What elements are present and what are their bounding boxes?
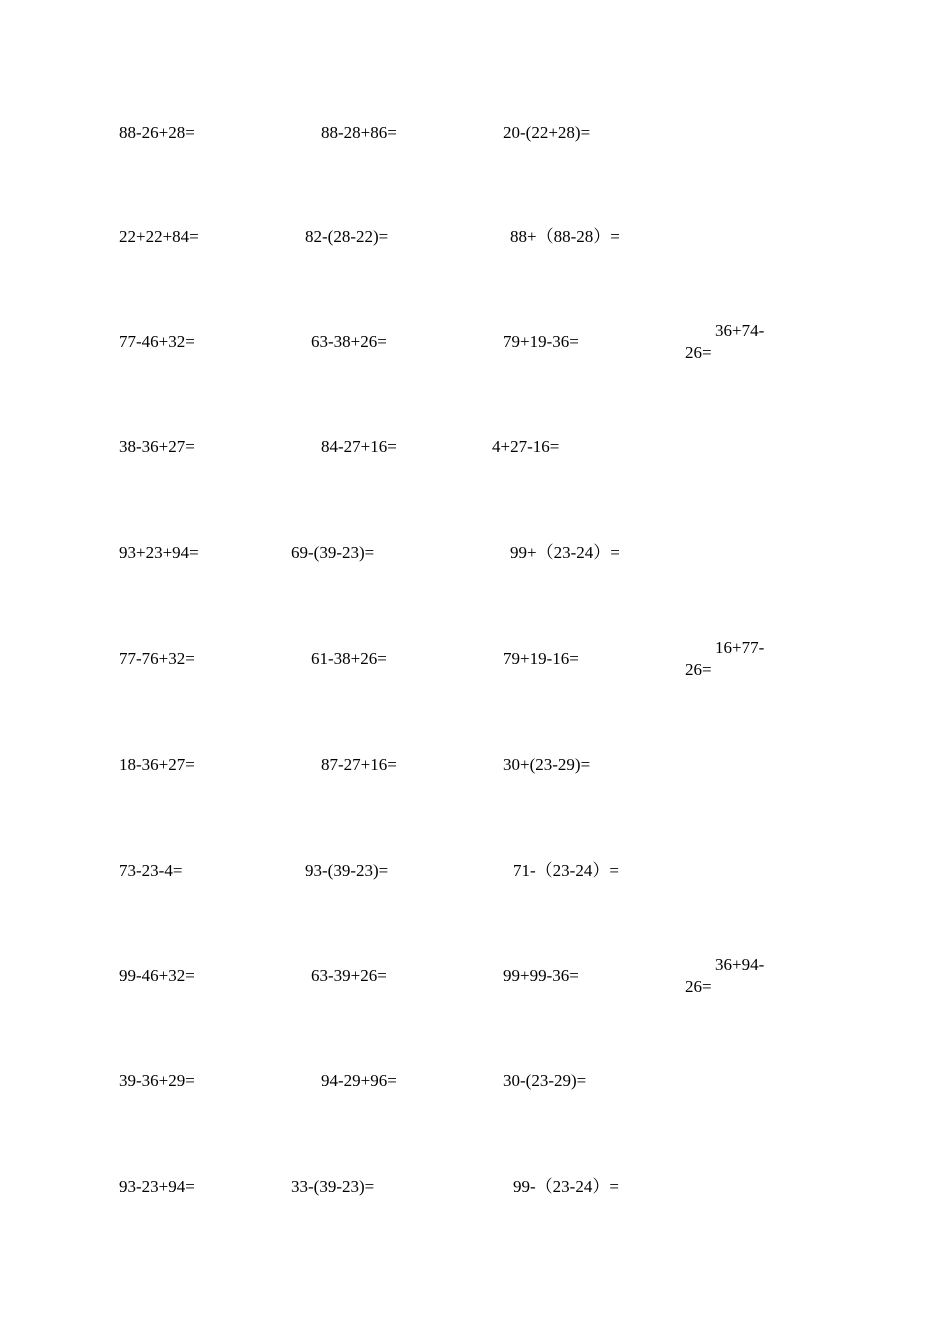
problem-1-1: 88-26+28= bbox=[119, 123, 195, 142]
problem-9-4-line-2: 26= bbox=[685, 977, 712, 996]
problem-11-1: 93-23+94= bbox=[119, 1177, 195, 1196]
problem-1-2: 88-28+86= bbox=[321, 123, 397, 142]
problem-9-3: 99+99-36= bbox=[503, 966, 579, 985]
problem-row-7 bbox=[0, 754, 950, 794]
problem-8-3: 71-（23-24）= bbox=[513, 861, 619, 880]
problem-3-2: 63-38+26= bbox=[311, 332, 387, 351]
problem-5-1: 93+23+94= bbox=[119, 543, 199, 562]
problem-row-5 bbox=[0, 542, 950, 582]
problem-6-3: 79+19-16= bbox=[503, 649, 579, 668]
problem-10-1: 39-36+29= bbox=[119, 1071, 195, 1090]
problem-4-2: 84-27+16= bbox=[321, 437, 397, 456]
problem-10-2: 94-29+96= bbox=[321, 1071, 397, 1090]
problem-3-4 bbox=[685, 320, 764, 364]
problem-7-3: 30+(23-29)= bbox=[503, 755, 591, 774]
problem-row-9 bbox=[0, 965, 950, 1005]
problem-row-4 bbox=[0, 436, 950, 476]
problem-2-2: 82-(28-22)= bbox=[305, 227, 389, 246]
problem-6-4-line-2: 26= bbox=[685, 660, 712, 679]
problem-1-3: 20-(22+28)= bbox=[503, 123, 591, 142]
problem-2-1: 22+22+84= bbox=[119, 227, 199, 246]
problem-6-2: 61-38+26= bbox=[311, 649, 387, 668]
problem-5-3: 99+（23-24）= bbox=[510, 543, 620, 562]
problem-4-1: 38-36+27= bbox=[119, 437, 195, 456]
problem-9-4-line-1: 36+94- bbox=[715, 955, 765, 974]
problem-3-3: 79+19-36= bbox=[503, 332, 579, 351]
problem-row-8 bbox=[0, 860, 950, 900]
problem-11-2: 33-(39-23)= bbox=[291, 1177, 375, 1196]
problem-row-10 bbox=[0, 1070, 950, 1110]
problem-2-3: 88+（88-28）= bbox=[510, 227, 620, 246]
problem-3-1: 77-46+32= bbox=[119, 332, 195, 351]
problem-5-2: 69-(39-23)= bbox=[291, 543, 375, 562]
problem-8-1: 73-23-4= bbox=[119, 861, 183, 880]
problem-7-2: 87-27+16= bbox=[321, 755, 397, 774]
problem-7-1: 18-36+27= bbox=[119, 755, 195, 774]
problem-8-2: 93-(39-23)= bbox=[305, 861, 389, 880]
problem-6-4 bbox=[685, 637, 764, 681]
problem-6-4-line-1: 16+77- bbox=[715, 638, 765, 657]
problem-10-3: 30-(23-29)= bbox=[503, 1071, 587, 1090]
problem-3-4-line-2: 26= bbox=[685, 343, 712, 362]
problem-9-1: 99-46+32= bbox=[119, 966, 195, 985]
problem-9-2: 63-39+26= bbox=[311, 966, 387, 985]
problem-9-4 bbox=[685, 954, 764, 998]
problem-row-3 bbox=[0, 331, 950, 371]
problem-6-1: 77-76+32= bbox=[119, 649, 195, 668]
problem-row-11 bbox=[0, 1176, 950, 1216]
problem-11-3: 99-（23-24）= bbox=[513, 1177, 619, 1196]
problem-row-2 bbox=[0, 226, 950, 266]
problem-4-3: 4+27-16= bbox=[492, 437, 560, 456]
problem-row-6 bbox=[0, 648, 950, 688]
problem-row-1 bbox=[0, 122, 950, 162]
problem-3-4-line-1: 36+74- bbox=[715, 321, 765, 340]
